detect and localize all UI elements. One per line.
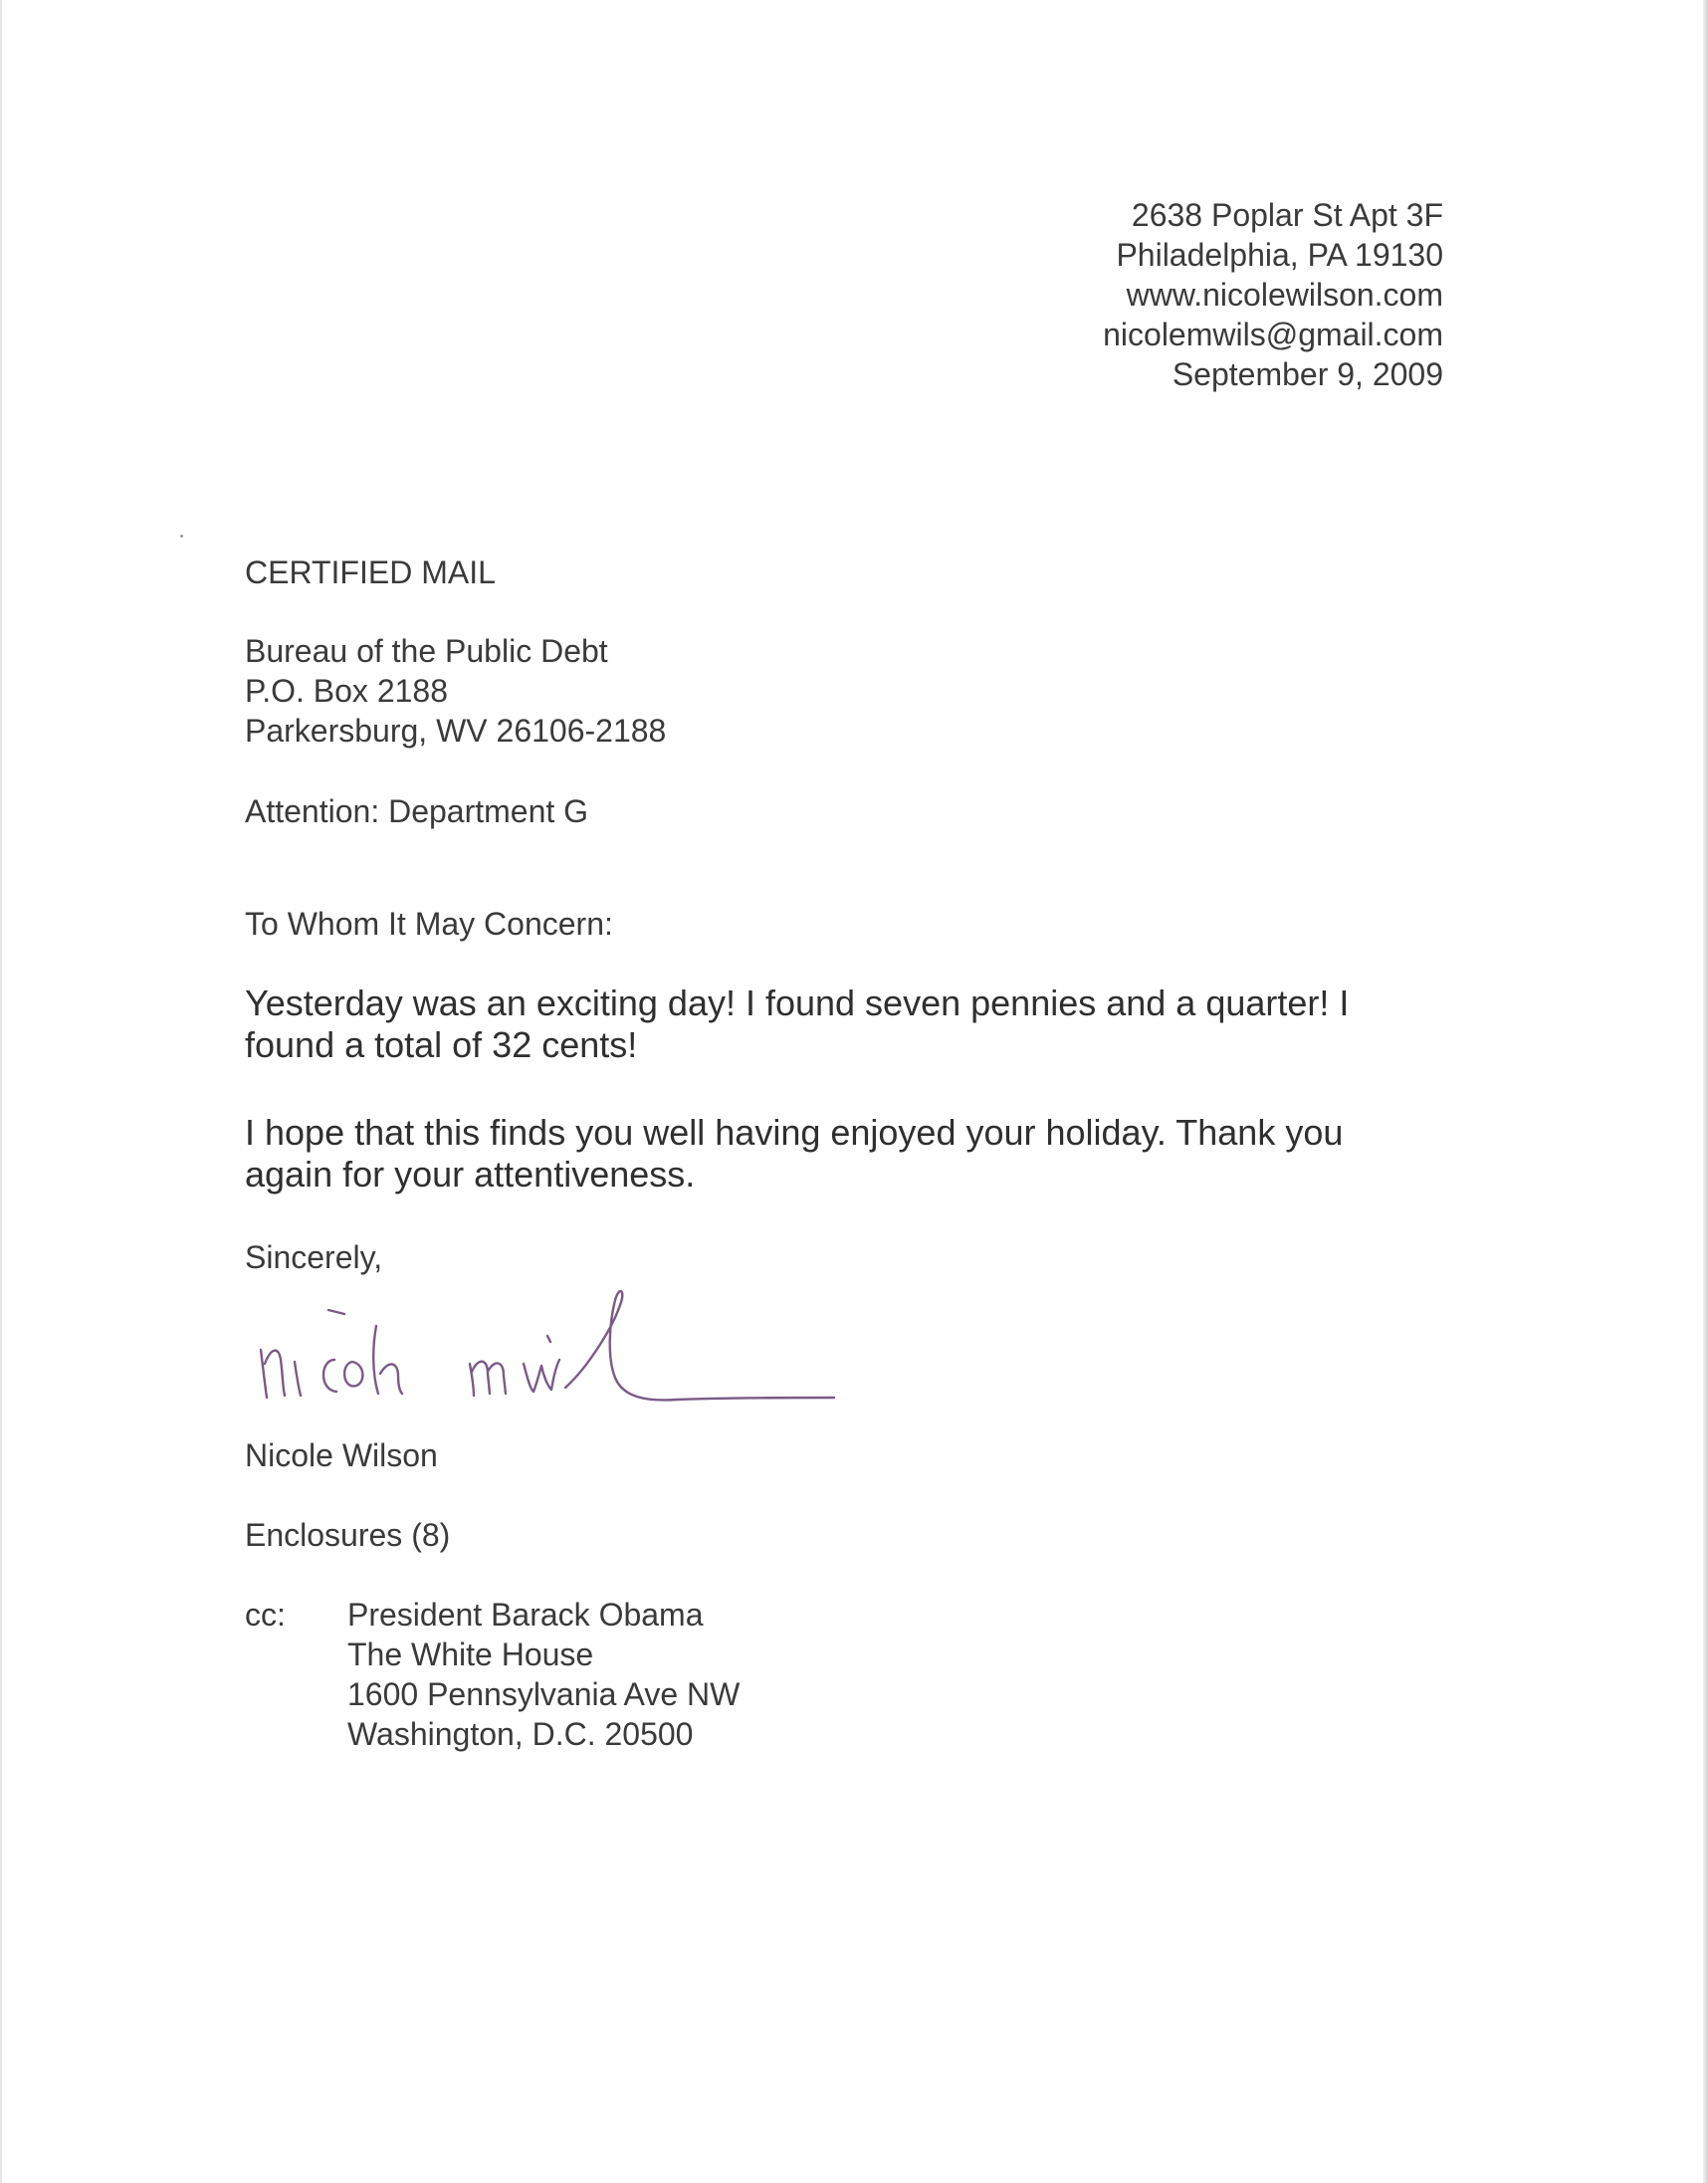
return-street: 2638 Poplar St Apt 3F xyxy=(1131,197,1443,233)
scan-edge-left xyxy=(0,0,2,2183)
scan-speck xyxy=(180,535,183,538)
enclosures-line: Enclosures (8) xyxy=(245,1517,451,1553)
letter-date: September 9, 2009 xyxy=(1172,356,1443,392)
recipient-po-box: P.O. Box 2188 xyxy=(245,673,448,709)
return-email: nicolemwils@gmail.com xyxy=(1103,317,1443,352)
cc-line: Washington, D.C. 20500 xyxy=(347,1716,694,1752)
paragraph-line: found a total of 32 cents! xyxy=(245,1024,638,1065)
paragraph-line: Yesterday was an exciting day! I found seven pennies and a quarter! I xyxy=(245,982,1350,1023)
return-city-state-zip: Philadelphia, PA 19130 xyxy=(1116,237,1443,273)
handwritten-signature xyxy=(249,1278,836,1427)
recipient-city-state-zip: Parkersburg, WV 26106-2188 xyxy=(245,713,667,749)
return-website: www.nicolewilson.com xyxy=(1126,277,1443,313)
cc-label: cc: xyxy=(245,1597,286,1633)
paragraph-line: I hope that this finds you well having enjoyed your holiday. Thank you xyxy=(245,1112,1344,1153)
cc-line: 1600 Pennsylvania Ave NW xyxy=(347,1676,741,1712)
closing: Sincerely, xyxy=(245,1239,383,1275)
cc-line: The White House xyxy=(347,1637,594,1672)
signer-name: Nicole Wilson xyxy=(245,1437,438,1473)
salutation: To Whom It May Concern: xyxy=(245,906,613,942)
recipient-name: Bureau of the Public Debt xyxy=(245,633,608,669)
paragraph-line: again for your attentiveness. xyxy=(245,1154,696,1195)
attention-line: Attention: Department G xyxy=(245,793,589,829)
scan-edge-right xyxy=(1703,0,1708,2183)
cc-line: President Barack Obama xyxy=(347,1597,704,1633)
mail-type: CERTIFIED MAIL xyxy=(245,554,496,590)
